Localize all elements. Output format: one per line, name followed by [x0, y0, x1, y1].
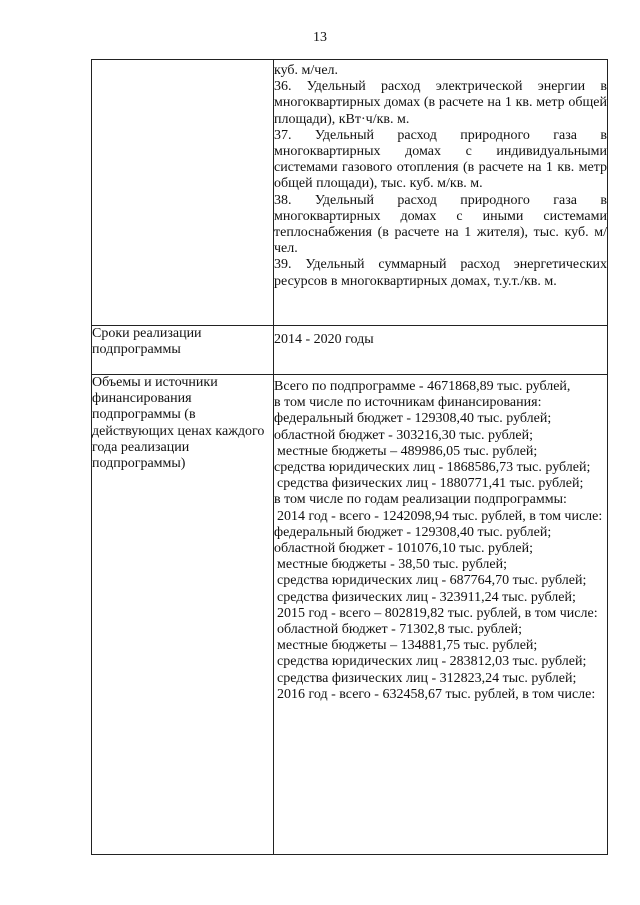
- table-row-terms: [92, 326, 608, 375]
- funding-line: средства юридических лиц - 1868586,73 тыс. рублей;: [274, 460, 591, 476]
- funding-line: средства физических лиц - 323911,24 тыс. рублей;: [277, 589, 576, 605]
- passport-table: [91, 59, 608, 855]
- indicators-value-cell: [274, 60, 608, 326]
- funding-line: местные бюджеты - 38,50 тыс. рублей;: [277, 557, 507, 573]
- table-row-indicators: [92, 60, 608, 326]
- indicator-37: 37. Удельный расход природного газа в многоквартирных домах с индивидуальными системами газового отопления (в расчете на 1 кв. метр общей площади), тыс. куб. м/кв. м.: [274, 127, 607, 192]
- funding-line: Всего по подпрограмме - 4671868,89 тыс. рублей,: [274, 379, 571, 394]
- funding-line: местные бюджеты – 134881,75 тыс. рублей;: [277, 638, 538, 654]
- indicators-label-cell: [92, 60, 274, 326]
- table-row-funding: [92, 375, 608, 855]
- terms-value: 2014 - 2020 годы: [274, 326, 608, 375]
- funding-line: местные бюджеты – 489986,05 тыс. рублей;: [277, 443, 538, 459]
- indicator-line: куб. м/чел.: [274, 63, 339, 78]
- indicator-36: 36. Удельный расход электрической энергии в многоквартирных домах (в расчете на 1 кв. метр общей площади), кВт·ч/кв. м.: [274, 79, 607, 127]
- funding-line: в том числе по годам реализации подпрограммы:: [274, 492, 567, 508]
- funding-line: 2015 год - всего – 802819,82 тыс. рублей, в том числе:: [277, 605, 598, 621]
- terms-label: Сроки реализации подпрограммы: [92, 326, 274, 375]
- funding-line: областной бюджет - 101076,10 тыс. рублей;: [274, 541, 533, 557]
- funding-line: средства физических лиц - 312823,24 тыс. рублей;: [277, 670, 577, 686]
- funding-line: областной бюджет - 71302,8 тыс. рублей;: [277, 622, 522, 638]
- funding-line: в том числе по источникам финансирования:: [274, 395, 542, 411]
- indicator-38: 38. Удельный расход природного газа в многоквартирных домах с иными системами теплоснабжения (в расчете на 1 жителя), тыс. куб. м/чел.: [274, 192, 607, 257]
- funding-line: федеральный бюджет - 129308,40 тыс. рублей;: [274, 411, 552, 427]
- funding-line: областной бюджет - 303216,30 тыс. рублей;: [274, 427, 533, 443]
- funding-line: федеральный бюджет - 129308,40 тыс. рублей;: [274, 524, 552, 540]
- funding-label: Объемы и источники финансирования подпрограммы (в действующих ценах каждого года реализации подпрограммы): [92, 375, 274, 855]
- funding-value-cell: [274, 375, 608, 855]
- funding-line: 2016 год - всего - 632458,67 тыс. рублей, в том числе:: [277, 686, 596, 702]
- indicator-39: 39. Удельный суммарный расход энергетических ресурсов в многоквартирных домах, т.у.т./кв. м.: [274, 257, 607, 289]
- page-number: 13: [313, 30, 327, 45]
- funding-line: средства юридических лиц - 687764,70 тыс. рублей;: [277, 573, 587, 589]
- funding-line: 2014 год - всего - 1242098,94 тыс. рублей, в том числе:: [277, 508, 603, 524]
- funding-line: средства физических лиц - 1880771,41 тыс. рублей;: [277, 476, 584, 492]
- funding-line: средства юридических лиц - 283812,03 тыс. рублей;: [277, 654, 587, 670]
